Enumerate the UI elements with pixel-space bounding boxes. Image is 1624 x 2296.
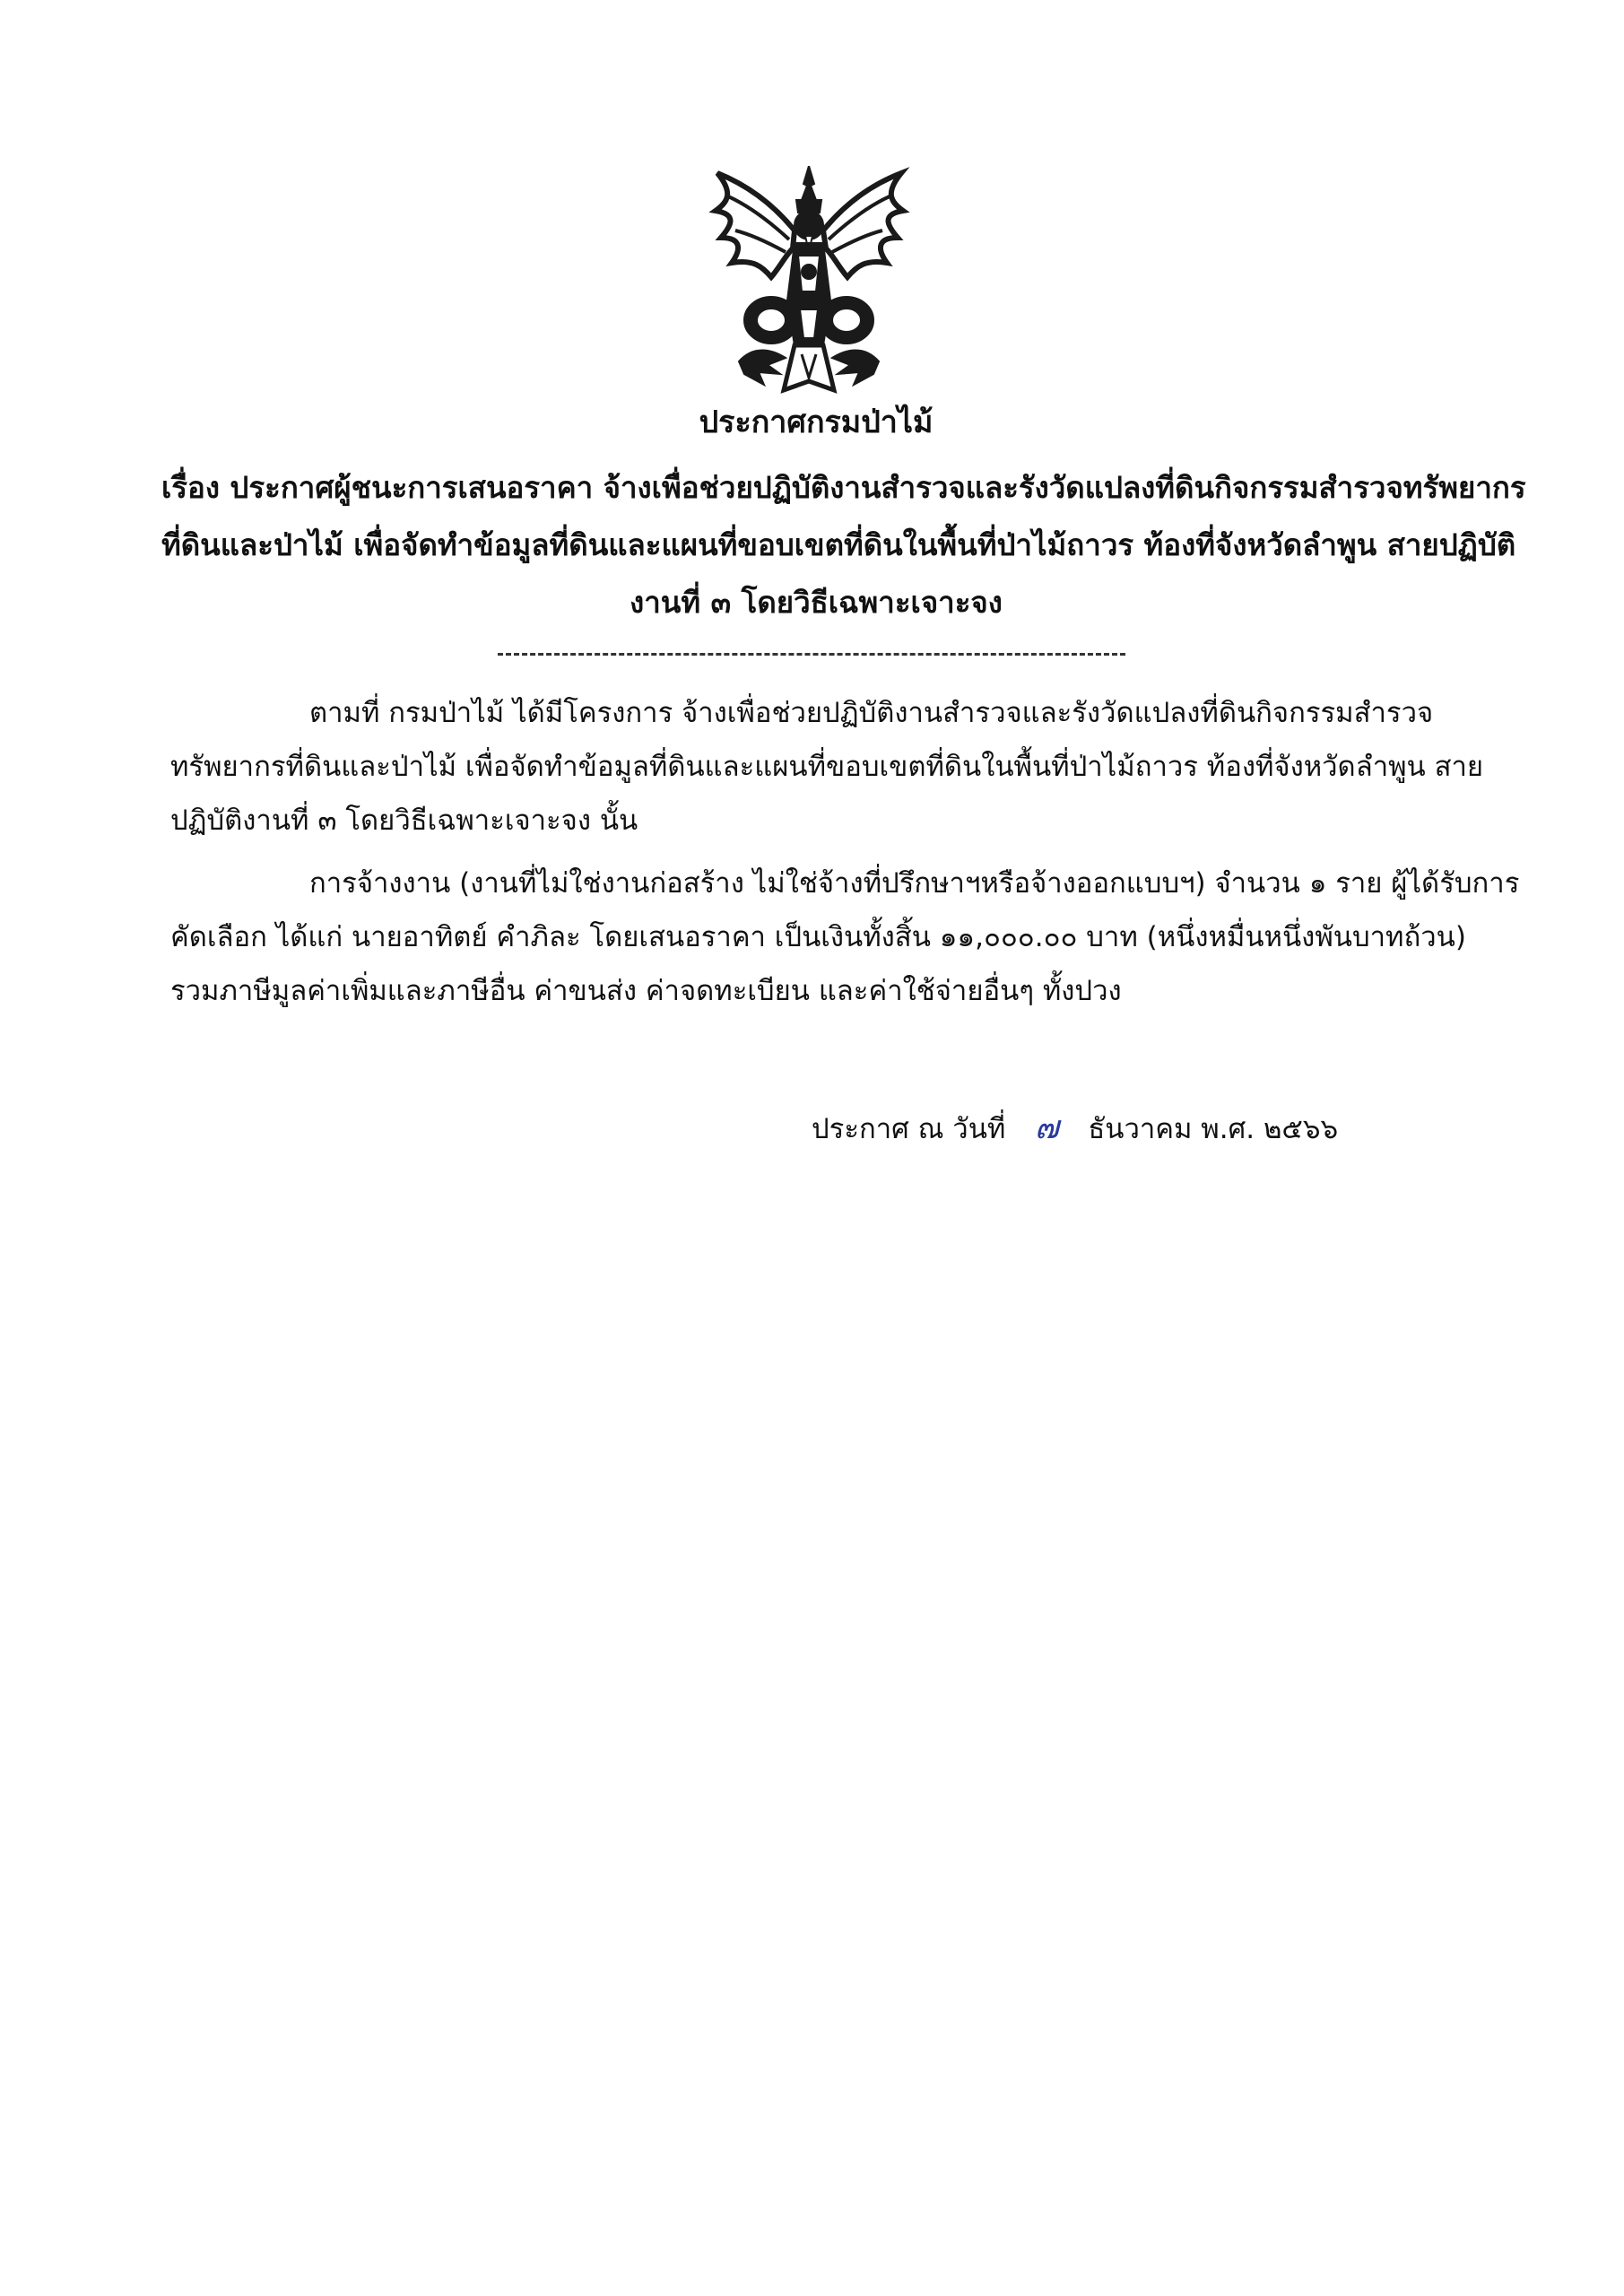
body-paragraph-2 [170,857,1520,1018]
subject-line: ที่ดินและป่าไม้ เพื่อจัดทำข้อมูลที่ดินและแผนที่ขอบเขตที่ดินในพื้นที่ป่าไม้ถาวร ท้องที่จังหวัดลำพูน สายปฏิบัติ [161,527,1516,562]
paragraph-line: ปฏิบัติงานที่ ๓ โดยวิธีเฉพาะเจาะจง นั้น [170,804,638,837]
agency-title: ประกาศกรมป่าไม้ [699,404,934,440]
subject-line: งานที่ ๓ โดยวิธีเฉพาะเจาะจง [630,585,1003,620]
dateline-month-year: ธันวาคม พ.ศ. ๒๕๖๖ [1088,1113,1339,1145]
garuda-emblem-icon [708,166,910,399]
paragraph-line: ทรัพยากรที่ดินและป่าไม้ เพื่อจัดทำข้อมูลที่ดินและแผนที่ขอบเขตที่ดินในพื้นที่ป่าไม้ถาวร ท้องที่จังหวัดลำพูน สาย [170,751,1484,783]
handwritten-day: ๗ [1034,1109,1059,1146]
subject-line: เรื่อง ประกาศผู้ชนะการเสนอราคา จ้างเพื่อช่วยปฏิบัติงานสำรวจและรังวัดแปลงที่ดินกิจกรรมสำรวจทรัพยากร [161,470,1526,505]
body-paragraph-1 [170,686,1484,848]
paragraph-line: คัดเลือก ได้แก่ นายอาทิตย์ คำภิละ โดยเสนอราคา เป็นเงินทั้งสิ้น ๑๑,๐๐๐.๐๐ บาท (หนึ่งหมื่นหนึ่งพันบาทถ้วน) [170,921,1466,953]
paragraph-line: การจ้างงาน (งานที่ไม่ใช่งานก่อสร้าง ไม่ใช่จ้างที่ปรึกษาฯหรือจ้างออกแบบฯ) จำนวน ๑ ราย ผู้ได้รับการ [309,867,1520,900]
dashed-separator [498,653,1125,656]
dateline-prefix: ประกาศ ณ วันที่ [812,1113,1006,1145]
paragraph-line: ตามที่ กรมป่าไม้ ได้มีโครงการ จ้างเพื่อช่วยปฏิบัติงานสำรวจและรังวัดแปลงที่ดินกิจกรรมสำรวจ [309,697,1434,729]
announcement-subject [161,459,1526,631]
paragraph-line: รวมภาษีมูลค่าเพิ่มและภาษีอื่น ค่าขนส่ง ค่าจดทะเบียน และค่าใช้จ่ายอื่นๆ ทั้งปวง [170,975,1122,1007]
announcement-dateline [812,1101,1338,1156]
